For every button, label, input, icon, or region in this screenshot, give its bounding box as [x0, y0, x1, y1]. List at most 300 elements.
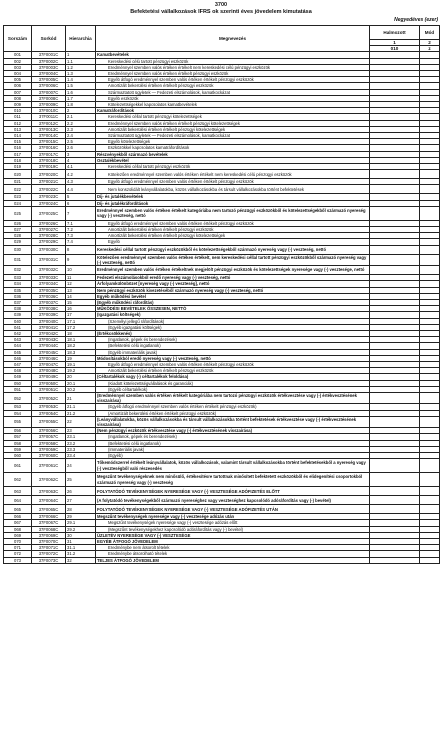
row-label: Kereskedési céllal tartott pénzügyi eszközökből és kötelezettségekből származó nyereség vagy (-) veszteség, nettó — [96, 245, 370, 254]
row-number: 061 — [4, 459, 32, 473]
row-label: Részvényekből származó bevételek — [96, 151, 370, 157]
row-hierarchy: 23.3 — [66, 446, 96, 452]
row-number: 063 — [4, 487, 32, 496]
row-code: 37F0042C — [32, 330, 66, 336]
row-label: Egyéb működési bevétel — [96, 293, 370, 299]
row-code: 37F0043C — [32, 337, 66, 343]
row-mode-cell[interactable] — [420, 185, 440, 194]
row-number: 009 — [4, 102, 32, 108]
row-label: Tőkemódszerrel értékelt leányvállalatok, közös vállalkozások, valamint társult vállalkozásokba történt befektetésekből a nyereség vagy (-) veszteségből való részesedés — [96, 459, 370, 473]
row-mode-cell[interactable] — [420, 170, 440, 179]
row-hierarchy: 31.2 — [66, 551, 96, 557]
row-number: 053 — [4, 404, 32, 410]
row-number: 022 — [4, 185, 32, 194]
row-mode-cell[interactable] — [420, 245, 440, 254]
row-number: 069 — [4, 532, 32, 538]
row-code: 37F0035C — [32, 287, 66, 293]
row-hierarchy: 23.4 — [66, 452, 96, 458]
row-hierarchy: 4.2 — [66, 170, 96, 179]
row-number: 001 — [4, 52, 32, 58]
row-code: 37F0010C — [32, 108, 66, 114]
row-number: 021 — [4, 179, 32, 185]
col-header-hierarchia: Hierarchia — [66, 26, 96, 52]
row-hierarchy: 19.1 — [66, 361, 96, 367]
row-number: 019 — [4, 164, 32, 170]
row-label: (Egyéb működési ráfordítás) — [96, 299, 370, 305]
row-code: 37F0069C — [32, 532, 66, 538]
row-value-cell[interactable] — [370, 487, 420, 496]
row-number: 066 — [4, 514, 32, 520]
row-code: 37F0055C — [32, 416, 66, 427]
row-label: ÜZLETÉV NYERESÉGE VAGY (-) VESZTESÉGE — [96, 532, 370, 538]
row-number: 047 — [4, 361, 32, 367]
row-code: 37F0004C — [32, 71, 66, 77]
row-number: 072 — [4, 551, 32, 557]
row-number: 051 — [4, 386, 32, 392]
row-hierarchy: 19 — [66, 355, 96, 361]
row-number: 033 — [4, 275, 32, 281]
row-hierarchy: 6 — [66, 200, 96, 206]
row-label: Amortizált bekerülési értéken értékelt pénzügyi eszközök — [96, 368, 370, 374]
col-header-sorkod: Sorkód — [32, 26, 66, 52]
row-label: Kötelezően eredménnyel szemben valós értéken értékelt nem kereskedési célú pénzügyi eszközök — [96, 170, 370, 179]
row-code: 37F0058C — [32, 440, 66, 446]
row-code: 37F0070C — [32, 539, 66, 545]
row-number: 062 — [4, 473, 32, 487]
row-number: 013 — [4, 126, 32, 132]
row-code: 37F0045C — [32, 349, 66, 355]
row-hierarchy: 1.1 — [66, 58, 96, 64]
row-number: 020 — [4, 170, 32, 179]
row-hierarchy: 7.4 — [66, 239, 96, 245]
row-hierarchy: 11 — [66, 275, 96, 281]
report-title: Befektetési vállalkozások IFRS ok szerinti éves jövedelem kimutatása — [130, 9, 312, 15]
row-code: 37F0008C — [32, 95, 66, 101]
unit-label: Negyedéves (ezer) — [394, 17, 438, 23]
col-header-megnevezes: Megnevezés — [96, 26, 370, 52]
row-label: Kamatráfordítások — [96, 108, 370, 114]
row-label: (Céltartalékok vagy (-) céltartalékok feloldása) — [96, 374, 370, 380]
row-hierarchy: 14 — [66, 293, 96, 299]
col-number-1: 1 — [370, 40, 420, 46]
row-hierarchy: 2 — [66, 108, 96, 114]
row-label: (Leányvállalatokba, közös vállalkozásokba és társult vállalkozásokba történt befektetések értékvesztése vagy (-) értékvesztésének visszaírása) — [96, 416, 370, 427]
row-hierarchy: 4.3 — [66, 179, 96, 185]
row-code: 37F0068C — [32, 526, 66, 532]
row-label: Amortizált bekerülési értéken értékelt pénzügyi eszközök — [96, 227, 370, 233]
row-label: Megszűnt tevékenységeknek nem minősülő, értékesítésre tartottnak minősített befektetett eszközökből és elidegenítési csoportokból származó nyereség vagy (-) veszteség — [96, 473, 370, 487]
row-hierarchy: 15 — [66, 299, 96, 305]
row-label: (Egyéb átfogó eredménnyel szemben valós értéken értékelt pénzügyi eszközök) — [96, 404, 370, 410]
row-number: 071 — [4, 545, 32, 551]
row-label: Egyéb átfogó eredménnyel szemben valós értéken értékelt pénzügyi eszközök — [96, 220, 370, 226]
row-code: 37F0064C — [32, 496, 66, 505]
table-row — [4, 505, 440, 514]
table-row — [4, 473, 440, 487]
row-label: Egyéb átfogó eredménnyel szemben valós értéken értékelt pénzügyi eszközök — [96, 77, 370, 83]
row-hierarchy: 16 — [66, 306, 96, 312]
row-number: 034 — [4, 281, 32, 287]
row-number: 057 — [4, 434, 32, 440]
row-number: 029 — [4, 239, 32, 245]
row-hierarchy: 27 — [66, 496, 96, 505]
row-code: 37F0062C — [32, 473, 66, 487]
row-number: 011 — [4, 114, 32, 120]
row-code: 37F0009C — [32, 102, 66, 108]
row-label: (Ingatlanok, gépek és berendezések) — [96, 434, 370, 440]
table-body — [4, 52, 440, 563]
row-number: 018 — [4, 157, 32, 163]
row-code: 37F0021C — [32, 179, 66, 185]
row-number: 002 — [4, 58, 32, 64]
row-label: (Nem pénzügyi eszközök értékvesztése vagy (-) értékvesztésének visszaírása) — [96, 428, 370, 434]
row-code: 37F0023C — [32, 194, 66, 200]
row-mode-cell[interactable] — [420, 392, 440, 403]
col-header-sorszam: Sorszám — [4, 26, 32, 52]
row-code: 37F0040C — [32, 318, 66, 324]
row-number: 050 — [4, 380, 32, 386]
row-label: Eredménnyel szemben valós értéken értékelt pénzügyi eszközök — [96, 71, 370, 77]
row-code: 37F0066C — [32, 514, 66, 520]
row-number: 006 — [4, 83, 32, 89]
row-hierarchy: 23.2 — [66, 440, 96, 446]
row-hierarchy: 7.3 — [66, 233, 96, 239]
row-mode-cell[interactable] — [420, 266, 440, 275]
row-label: Kötelezettségekkel kapcsolatos kamatbevételek — [96, 102, 370, 108]
row-code: 37F0026C — [32, 220, 66, 226]
row-hierarchy: 2.2 — [66, 120, 96, 126]
row-code: 37F0046C — [32, 355, 66, 361]
row-code: 37F0039C — [32, 312, 66, 318]
row-number: 024 — [4, 200, 32, 206]
row-code: 37F0014C — [32, 133, 66, 139]
row-mode-cell[interactable] — [420, 416, 440, 427]
row-number: 030 — [4, 245, 32, 254]
table-row — [4, 245, 440, 254]
row-code: 37F0047C — [32, 361, 66, 367]
row-code: 37F0073C — [32, 557, 66, 563]
row-mode-cell[interactable] — [420, 459, 440, 473]
row-hierarchy: 1.6 — [66, 89, 96, 95]
row-code: 37F0050C — [32, 380, 66, 386]
row-number: 005 — [4, 77, 32, 83]
row-label: Eredménnyel szemben valós értéken értékelt pénzügyi kötelezettségek — [96, 120, 370, 126]
row-number: 042 — [4, 330, 32, 336]
row-number: 065 — [4, 505, 32, 514]
row-label: Módosításokból eredő nyereség vagy (-) veszteség, nettó — [96, 355, 370, 361]
row-number: 054 — [4, 410, 32, 416]
table-row — [4, 185, 440, 194]
row-code: 37F0031C — [32, 254, 66, 265]
row-label: (Értékcsökkenés) — [96, 330, 370, 336]
table-row — [4, 557, 440, 563]
row-label: Osztalékbevétel — [96, 157, 370, 163]
row-value-cell[interactable] — [370, 496, 420, 505]
row-number: 068 — [4, 526, 32, 532]
row-code: 37F0067C — [32, 520, 66, 526]
row-label: (Egyéb immateriális javak) — [96, 349, 370, 355]
row-hierarchy: 1.3 — [66, 71, 96, 77]
row-hierarchy: 20 — [66, 374, 96, 380]
col-number-2: 2 — [420, 40, 440, 46]
row-label: Egyéb — [96, 239, 370, 245]
row-number: 064 — [4, 496, 32, 505]
row-hierarchy: 20.2 — [66, 386, 96, 392]
row-code: 37F0032C — [32, 266, 66, 275]
row-label: Eredménnyel szemben valós értéken értékeltnek megjelölt pénzügyi eszközök és kötelezettségek nyeresége vagy (-) vesztesége, nettó — [96, 266, 370, 275]
row-hierarchy: 30 — [66, 532, 96, 538]
row-code: 37F0017C — [32, 151, 66, 157]
row-hierarchy: 1.5 — [66, 83, 96, 89]
row-number: 049 — [4, 374, 32, 380]
row-hierarchy: 5 — [66, 194, 96, 200]
form-code: 3700 — [214, 2, 228, 8]
row-number: 016 — [4, 145, 32, 151]
row-label: Kereskedési célú tartott pénzügyi eszközök — [96, 58, 370, 64]
row-number: 073 — [4, 557, 32, 563]
row-label: (Kiadott kötelezettségvállalások és garanciák) — [96, 380, 370, 386]
row-code: 37F0034C — [32, 281, 66, 287]
row-number: 044 — [4, 343, 32, 349]
row-label: (Egyéb igazgatási költségek) — [96, 324, 370, 330]
row-code: 37F0006C — [32, 83, 66, 89]
row-code: 37F0053C — [32, 404, 66, 410]
table-row — [4, 254, 440, 265]
row-hierarchy: 26 — [66, 487, 96, 496]
row-label: (Befektetési célú ingatlanok) — [96, 343, 370, 349]
row-label: (Ingatlanok, gépek és berendezések) — [96, 337, 370, 343]
row-hierarchy: 31 — [66, 539, 96, 545]
row-value-cell[interactable] — [370, 185, 420, 194]
table-row — [4, 266, 440, 275]
row-mode-cell[interactable] — [420, 496, 440, 505]
row-code: 37F0036C — [32, 293, 66, 299]
row-label: Egyéb átfogó eredménnyel szemben valós értéken értékelt pénzügyi eszközök — [96, 179, 370, 185]
row-label: (Egyéb) — [96, 452, 370, 458]
row-code: 37F0018C — [32, 157, 66, 163]
table-row — [4, 496, 440, 505]
row-code: 37F0002C — [32, 58, 66, 64]
row-number: 045 — [4, 349, 32, 355]
row-hierarchy: 4 — [66, 157, 96, 163]
row-value-cell[interactable] — [370, 170, 420, 179]
row-hierarchy: 2.6 — [66, 145, 96, 151]
row-mode-cell[interactable] — [420, 557, 440, 563]
row-code: 37F0012C — [32, 120, 66, 126]
row-number: 037 — [4, 299, 32, 305]
row-value-cell[interactable] — [370, 557, 420, 563]
row-number: 055 — [4, 416, 32, 427]
row-number: 027 — [4, 227, 32, 233]
row-label: Megszűnt tevékenységek nyeresége vagy (-) vesztesége adózás után — [96, 514, 370, 520]
row-hierarchy: 21 — [66, 392, 96, 403]
row-hierarchy: 7.2 — [66, 227, 96, 233]
row-mode-cell[interactable] — [420, 206, 440, 220]
row-code: 37F0029C — [32, 239, 66, 245]
row-hierarchy: 17 — [66, 312, 96, 318]
row-code: 37F0054C — [32, 410, 66, 416]
row-number: 038 — [4, 306, 32, 312]
row-mode-cell[interactable] — [420, 473, 440, 487]
row-hierarchy: 25 — [66, 473, 96, 487]
row-value-cell[interactable] — [370, 245, 420, 254]
row-number: 060 — [4, 452, 32, 458]
row-label: Egyéb eszközök — [96, 95, 370, 101]
row-number: 046 — [4, 355, 32, 361]
row-value-cell[interactable] — [370, 473, 420, 487]
row-label: Eredménybe nem átsorolt tételek — [96, 545, 370, 551]
row-code: 37F0003C — [32, 64, 66, 70]
row-label: Egyéb átfogó eredménnyel szemben valós értéken értékelt pénzügyi eszközök — [96, 361, 370, 367]
row-value-cell[interactable] — [370, 206, 420, 220]
row-hierarchy: 22 — [66, 416, 96, 427]
row-label: FOLYTATÓDÓ TEVÉKENYSÉGEK NYERESÉGE VAGY (-) VESZTESÉGE ADÓFIZETÉS UTÁN — [96, 505, 370, 514]
row-code: 37F0028C — [32, 233, 66, 239]
row-label: Nem konszolidált leányvállalatokba, közös vállalkozásokba és társult vállalkozásokba történt befektetések — [96, 185, 370, 194]
report-table — [3, 25, 440, 564]
row-value-cell[interactable] — [370, 254, 420, 265]
row-code: 37F0011C — [32, 114, 66, 120]
table-row — [4, 416, 440, 427]
row-number: 026 — [4, 220, 32, 226]
row-hierarchy: 1.8 — [66, 102, 96, 108]
row-label: Eredménnyel szemben valós értéken értékelt nem kereskedési célú pénzügyi eszközök — [96, 64, 370, 70]
row-value-cell[interactable] — [370, 505, 420, 514]
row-label: Amortizált bekerülési értéken értékelt pénzügyi eszközök — [96, 83, 370, 89]
row-hierarchy: 4.4 — [66, 185, 96, 194]
row-number: 014 — [4, 133, 32, 139]
col-header-halmozott: Halmozott — [370, 26, 420, 40]
row-hierarchy: 3 — [66, 151, 96, 157]
row-code: 37F0072C — [32, 551, 66, 557]
row-label: Eszközökkel kapcsolatos kamatráfordítások — [96, 145, 370, 151]
row-number: 015 — [4, 139, 32, 145]
row-label: (Immateriális javak) — [96, 446, 370, 452]
row-hierarchy: 1 — [66, 52, 96, 58]
row-label: Megszűnt tevékenységek nyeresége vagy (-) vesztesége adózás előtt — [96, 520, 370, 526]
col-header-mod: Mód — [420, 26, 440, 40]
row-code: 37F0022C — [32, 185, 66, 194]
row-hierarchy: 4.1 — [66, 164, 96, 170]
row-label: Amortizált bekerülési értéken értékelt pénzügyi kötelezettségek — [96, 126, 370, 132]
row-hierarchy: 21.1 — [66, 404, 96, 410]
row-hierarchy: 29.2 — [66, 526, 96, 532]
row-hierarchy: 18.1 — [66, 337, 96, 343]
row-number: 003 — [4, 64, 32, 70]
row-label: FOLYTATÓDÓ TEVÉKENYSÉGEK NYERESÉGE VAGY (-) VESZTESÉGE ADÓFIZETÉS ELŐTT — [96, 487, 370, 496]
row-code: 37F0060C — [32, 452, 66, 458]
row-label: (Befektetési célú ingatlanok) — [96, 440, 370, 446]
row-number: 056 — [4, 428, 32, 434]
row-hierarchy: 32 — [66, 557, 96, 563]
row-code: 37F0051C — [32, 386, 66, 392]
table-row — [4, 392, 440, 403]
row-number: 025 — [4, 206, 32, 220]
row-hierarchy: 12 — [66, 281, 96, 287]
col-code-2: z — [420, 46, 440, 52]
row-mode-cell[interactable] — [420, 505, 440, 514]
row-hierarchy: 9 — [66, 254, 96, 265]
row-code: 37F0061C — [32, 459, 66, 473]
table-row — [4, 206, 440, 220]
row-number: 010 — [4, 108, 32, 114]
row-number: 008 — [4, 95, 32, 101]
row-number: 052 — [4, 392, 32, 403]
row-mode-cell[interactable] — [420, 487, 440, 496]
row-number: 004 — [4, 71, 32, 77]
row-label: EGYÉB ÁTFOGÓ JÖVEDELEM — [96, 539, 370, 545]
row-number: 032 — [4, 266, 32, 275]
row-number: 028 — [4, 233, 32, 239]
row-hierarchy: 28 — [66, 505, 96, 514]
row-hierarchy: 8 — [66, 245, 96, 254]
row-code: 37F0007C — [32, 89, 66, 95]
row-hierarchy: 10 — [66, 266, 96, 275]
row-code: 37F0005C — [32, 77, 66, 83]
row-code: 37F0048C — [32, 368, 66, 374]
row-value-cell[interactable] — [370, 459, 420, 473]
row-code: 37F0065C — [32, 505, 66, 514]
row-label: Eredménnyel szemben valós értéken értékelt kategóriába nem tartozó pénzügyi eszközökből és kötelezettségekből származó nyereség vagy (-) veszteség, nettó — [96, 206, 370, 220]
table-row — [4, 170, 440, 179]
row-hierarchy: 29 — [66, 514, 96, 520]
row-value-cell[interactable] — [370, 416, 420, 427]
row-label: Kötelezően eredménnyel szemben valós értéken értékelt, nem kereskedési céllal tartott pénzügyi eszközökből származó nyereség vagy (-) veszteség, nettó — [96, 254, 370, 265]
row-code: 37F0027C — [32, 227, 66, 233]
row-hierarchy: 21.2 — [66, 410, 96, 416]
row-hierarchy: 13 — [66, 287, 96, 293]
row-number: 035 — [4, 287, 32, 293]
row-number: 067 — [4, 520, 32, 526]
row-code: 37F0037C — [32, 299, 66, 305]
row-mode-cell[interactable] — [420, 254, 440, 265]
row-code: 37F0030C — [32, 245, 66, 254]
row-hierarchy: 2.3 — [66, 126, 96, 132]
row-code: 37F0071C — [32, 545, 66, 551]
row-value-cell[interactable] — [370, 392, 420, 403]
row-hierarchy: 1.4 — [66, 77, 96, 83]
row-code: 37F0020C — [32, 170, 66, 179]
row-hierarchy: 23.1 — [66, 434, 96, 440]
row-hierarchy: 24 — [66, 459, 96, 473]
row-number: 012 — [4, 120, 32, 126]
row-hierarchy: 18.2 — [66, 343, 96, 349]
row-hierarchy: 7.1 — [66, 220, 96, 226]
row-code: 37F0059C — [32, 446, 66, 452]
row-code: 37F0033C — [32, 275, 66, 281]
row-label: (Személyi jellegű ráfordítások) — [96, 318, 370, 324]
row-hierarchy: 17.1 — [66, 318, 96, 324]
row-label: MŰKÖDÉSI BEVÉTELEK ÖSSZESEN, NETTÓ — [96, 306, 370, 312]
row-code: 37F0057C — [32, 434, 66, 440]
row-number: 040 — [4, 318, 32, 324]
row-label: Nem pénzügyi eszközök kivezetéséből származó nyereség vagy (-) veszteség, nettó — [96, 287, 370, 293]
row-hierarchy: 23 — [66, 428, 96, 434]
row-label: Származtatott ügyletek — Fedezeti elszámolások, kamatkockázat — [96, 133, 370, 139]
row-label: (Megszűnt tevékenységekhez kapcsolódó adóráfordítás vagy (-) bevétel) — [96, 526, 370, 532]
row-label: TELJES ÁTFOGÓ JÖVEDELEM — [96, 557, 370, 563]
row-hierarchy: 17.2 — [66, 324, 96, 330]
row-hierarchy: 7 — [66, 206, 96, 220]
row-hierarchy: 2.5 — [66, 139, 96, 145]
row-label: Egyéb kötelezettségek — [96, 139, 370, 145]
row-code: 37F0056C — [32, 428, 66, 434]
row-code: 37F0038C — [32, 306, 66, 312]
row-hierarchy: 20.1 — [66, 380, 96, 386]
row-value-cell[interactable] — [370, 266, 420, 275]
row-number: 031 — [4, 254, 32, 265]
row-hierarchy: 1.7 — [66, 95, 96, 101]
